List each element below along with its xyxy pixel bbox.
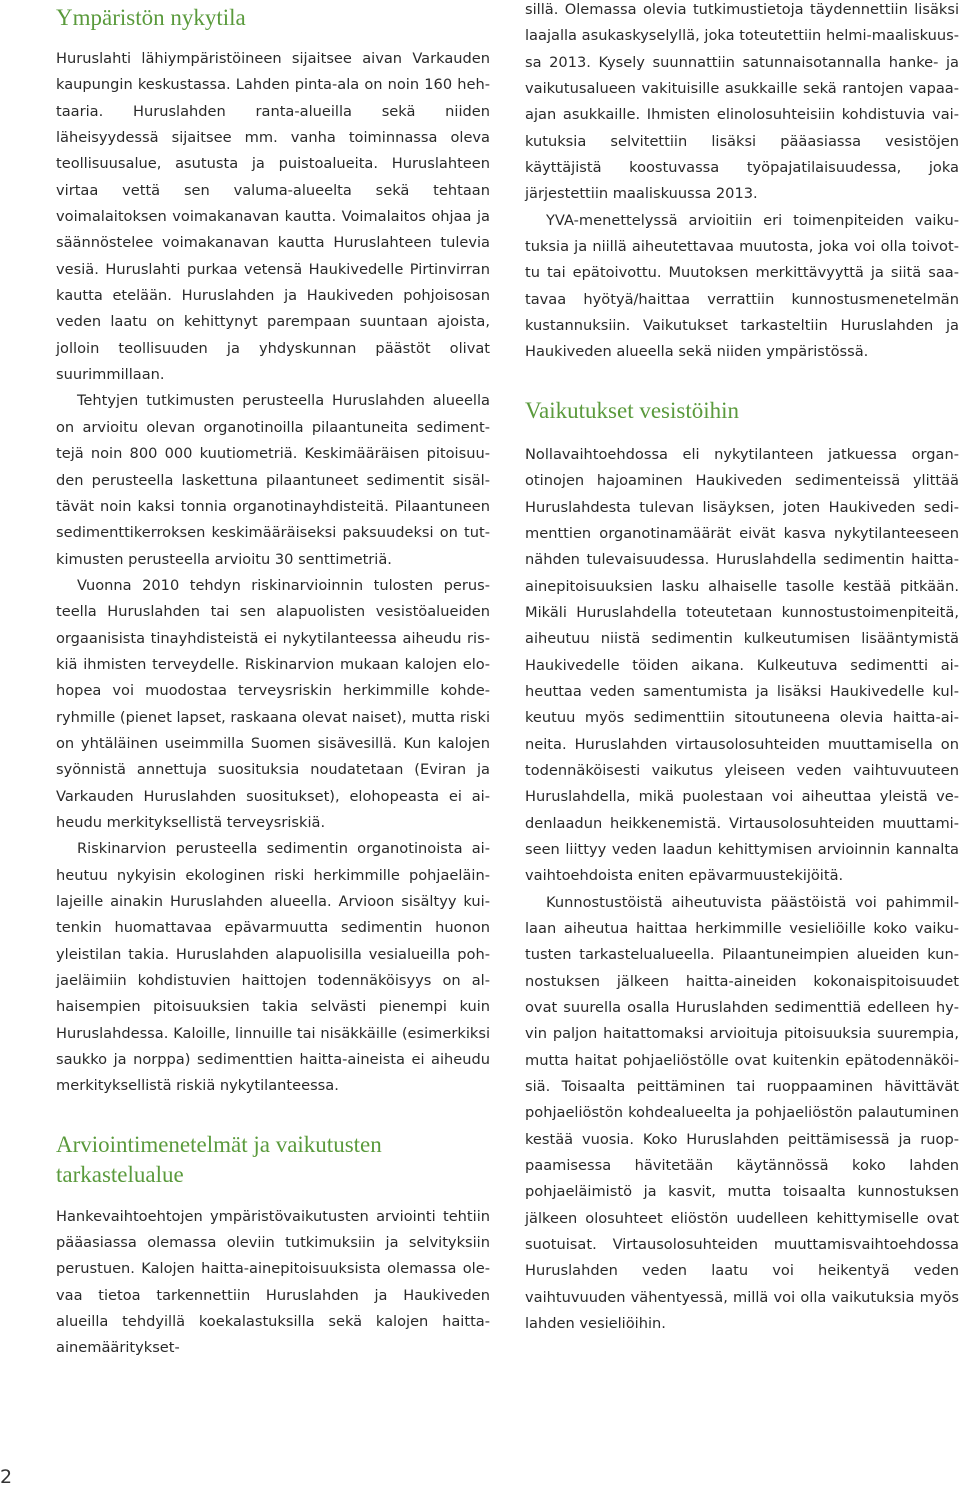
paragraph: Tehtyjen tutkimusten perusteella Huruslahden alueella on arvioitu olevan organotinoilla pilaantuneita sedimenttejä noin 800 000 kuutiometriä. Keskimääräisen pitoisuuden perusteella laskettuna pilaantuneet sedimentit sisältävät noin kaksi tonnia organotinayhdisteitä. Pilaantuneen sedimenttikerroksen keskimääräiseksi paksuudeksi on tutkimusten perusteella arvioitu 30 senttimetriä. [56,392,490,568]
right-column [525,0,959,1338]
paragraph: Hankevaihtoehtojen ympäristövaikutusten arviointi tehtiin pääasiassa olemassa oleviin tutkimuksiin ja selvityksiin perustuen. Kalojen haitta-ainepitoisuuksista olemassa olevaa tietoa tarkennettiin Huruslahden ja Haukiveden alueilla tehdyillä koekalastuksilla sekä kalojen haitta-ainemääritykset- [56,1207,490,1357]
left-column [56,0,490,1362]
paragraph: Riskinarvion perusteella sedimentin organotinoista aiheutuu nykyisin ekologinen riski herkimmille pohjaeläinlajeille ainakin Huruslahden alueella. Arvioon sisältyy kuitenkin huomattavaa epävarmuutta sedimentin huonon yleistilan takia. Huruslahden alapuolisilla vesialueilla pohjaeläimiin kohdistuvien haittojen todennäköisyys on alhaisempien pitoisuuksien takia selvästi pienempi kuin Huruslahdessa. Kaloille, linnuille tai nisäkkäille (esimerkiksi saukko ja norppa) sedimenttien haitta-aineista ei aiheudu merkityksellistä riskiä nykytilanteessa. [56,840,490,1095]
section-heading-arviointimenetelmat: Arviointimenetelmät ja vaikutusten tarkastelualue [56,1131,382,1187]
paragraph: sillä. Olemassa olevia tutkimustietoja täydennettiin lisäksi laajalla asukaskyselyllä, joka toteutettiin helmi-maaliskuussa 2013. Kysely suunnattiin satunnaisotannalla hanke- ja vaikutusalueen vakituisille asukkaille sekä rantojen vapaa-ajan asukkaille. Ihmisten elinolosuhteisiin kohdistuvia vaikutuksia selvitettiin lisäksi pääasiassa vesistöjen käyttäjistä koostuvassa työpajatilaisuudessa, joka järjestettiin maaliskuussa 2013. [525,1,959,203]
paragraph: YVA-menettelyssä arvioitiin eri toimenpiteiden vaikutuksia ja niillä aiheutettavaa muutosta, joka voi olla toivottu tai epätoivottu. Muutoksen merkittävyyttä ja siitä saatavaa hyötyä/haittaa verrattiin kunnostusmenetelmän kustannuksiin. Vaikutukset tarkasteltiin Huruslahden ja Haukiveden alueella sekä niiden ympäristössä. [525,211,959,361]
page-number: 2 [0,1466,13,1488]
paragraph: Huruslahti lähiympäristöineen sijaitsee aivan Varkauden kaupungin keskustassa. Lahden pinta-ala on noin 160 hehtaaria. Huruslahden ranta-alueilla sekä niiden läheisyydessä sijaitsee mm. vanha toiminnassa oleva teollisuusalue, asutusta ja puistoalueita. Huruslahteen virtaa vettä sen valuma-alueelta sekä tehtaan voimalaitoksen voimakanavan kautta. Voimalaitos ohjaa ja säännöstelee voimakanavan kautta Huruslahteen tulevia vesiä. Huruslahti purkaa vetensä Haukivedelle Pirtinvirran kautta etelään. Huruslahden ja Haukiveden pohjoisosan veden laatu on kehittynyt parempaan suuntaan ajoista, jolloin teollisuuden ja yhdyskunnan päästöt olivat suurimmillaan. [56,50,490,384]
paragraph: Vuonna 2010 tehdyn riskinarvioinnin tulosten perusteella Huruslahden tai sen alapuolisten vesistöalueiden orgaanisista tinayhdisteistä ei nykytilanteessa aiheudu riskiä ihmisten terveydelle. Riskinarvion mukaan kalojen elohopea voi muodostaa terveysriskin herkimmille kohderyhmille (pienet lapset, raskaana olevat naiset), mutta riski on yhtäläinen useimmilla Suomen sisävesillä. Kun kalojen syönnistä annettuja suosituksia noudatetaan (Eviran ja Varkauden Huruslahden suositukset), elohopeasta ei aiheudu merkityksellistä terveysriskiä. [56,576,490,831]
paragraph: Kunnostustöistä aiheutuvista päästöistä voi pahimmillaan aiheutua haittaa herkimmille vesieliöille koko vaikutusten tarkastelualueella. Pilaantuneimpien alueiden kunnostuksen jälkeen haitta-aineiden kokonaispitoisuudet ovat suurella osalla Huruslahden sedimenttiä edelleen hyvin paljon haitattomaksi arvioituja pitoisuuksia suurempia, mutta haitat pohjaeliöstölle ovat kuitenkin epätodennäköisiä. Toisaalta peittäminen tai ruoppaaminen hävittävät pohjaeliöstön kohdealueelta ja pohjaeliöstön palautuminen kestää vuosia. Koko Huruslahden peittämisessä ja ruoppaamisessa hävitetään käytännössä koko lahden pohjaeläimistö ja kasvit, mutta toisaalta kunnostuksen jälkeen olosuhteet eliöstön uudelleen kehittymiselle ovat suotuisat. Virtausolosuhteiden muuttamisvaihtoehdossa Huruslahden veden laatu voi heikentyä veden vaihtuvuuden vähentyessä, millä voi olla vaikutuksia myös lahden vesieliöihin. [525,893,959,1333]
paragraph: Nollavaihtoehdossa eli nykytilanteen jatkuessa organotinojen hajoaminen Haukiveden sedimenteissä ylittää Huruslahdesta tulevan lisäyksen, joten Haukiveden sedimenttien organotinamäärät eivät kasva nykytilanteeseen nähden tulevaisuudessa. Huruslahdella sedimentin haitta-ainepitoisuuksien lasku alhaiselle tasolle kestää pitkään. Mikäli Huruslahdella toteutetaan kunnostustoimenpiteitä, aiheutuu niistä sedimentin kulkeutumisen lisääntymistä Haukivedelle töiden aikana. Kulkeutuva sedimentti aiheuttaa veden samentumista ja lisäksi Haukivedelle kulkeutuu myös sedimenttiin sitoutuneena olevia haitta-aineita. Huruslahden virtausolosuhteiden muuttamisella on todennäköisesti vaikutus yleiseen veden vaihtuvuuteen Huruslahdella, mikä puolestaan voi aiheuttaa yleistä vedenlaadun heikkenemistä. Virtausolosuhteiden muuttamiseen liittyy veden laadun kehittymisen arvioinnin kannalta vaihtoehdoista eniten epävarmuustekijöitä. [525,445,959,885]
section-heading-ympariston-nykytila: Ympäristön nykytila [56,5,246,30]
section-heading-vaikutukset-vesistoihin: Vaikutukset vesistöihin [525,397,740,423]
